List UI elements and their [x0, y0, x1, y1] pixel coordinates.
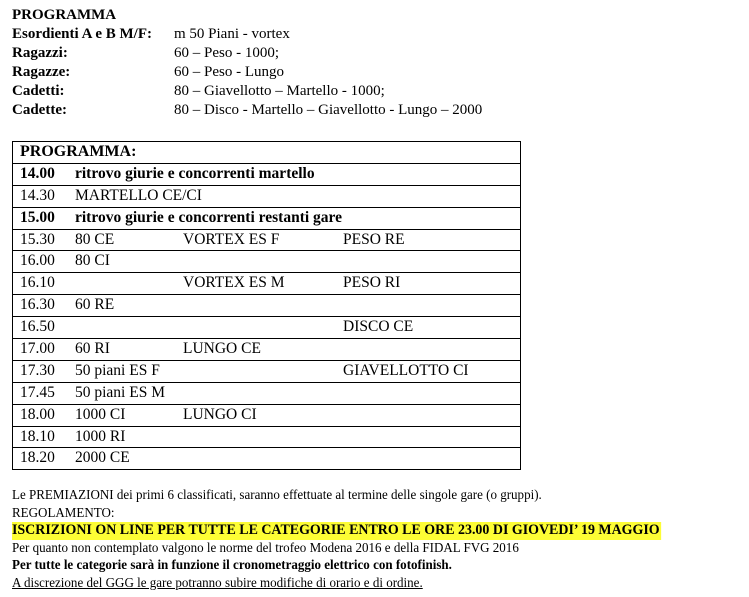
table-row — [13, 448, 521, 470]
regolamento-label: REGOLAMENTO: — [12, 505, 115, 521]
category-events: 80 – Disco - Martello – Giavellotto - Lungo – 2000 — [174, 102, 483, 118]
table-header: PROGRAMMA: — [13, 142, 521, 164]
table-row — [13, 360, 521, 382]
table-row — [13, 295, 521, 317]
category-label: Esordienti A e B M/F: — [12, 26, 152, 42]
category-events: 60 – Peso - 1000; — [174, 45, 279, 61]
event-b: VORTEX ES F — [183, 230, 280, 248]
table-row — [13, 163, 521, 185]
norme-note: Per quanto non contemplato valgono le norme del trofeo Modena 2016 e della FIDAL FVG 2016 — [12, 540, 519, 556]
table-row — [13, 317, 521, 339]
table-cell — [13, 404, 521, 426]
event-c: PESO RE — [343, 230, 405, 248]
table-cell — [13, 185, 521, 207]
table-row — [13, 273, 521, 295]
event-c: DISCO CE — [343, 318, 414, 336]
time: 17.45 — [20, 383, 55, 401]
categories-section — [12, 6, 482, 120]
category-row — [12, 44, 482, 63]
table-row — [13, 251, 521, 273]
table-cell — [13, 360, 521, 382]
event-a: 1000 CI — [75, 405, 126, 423]
iscrizioni-highlight: ISCRIZIONI ON LINE PER TUTTE LE CATEGORIE ENTRO LE ORE 23.00 DI GIOVEDI’ 19 MAGGIO — [12, 522, 660, 538]
time: 18.10 — [20, 427, 55, 445]
category-events: 80 – Giavellotto – Martello - 1000; — [174, 83, 385, 99]
table-row — [13, 207, 521, 229]
time: 14.00 — [20, 164, 55, 182]
table-cell — [13, 273, 521, 295]
event-a: ritrovo giurie e concorrenti restanti gare — [75, 208, 343, 226]
event-a: 80 CE — [75, 230, 115, 248]
category-label: Cadetti: — [12, 83, 65, 99]
discrezione-note: A discrezione del GGG le gare potranno subire modifiche di orario e di ordine. — [12, 575, 423, 591]
event-c: GIAVELLOTTO CI — [343, 361, 469, 379]
category-row — [12, 25, 482, 44]
table-cell — [13, 382, 521, 404]
table-row — [13, 339, 521, 361]
event-a: 1000 RI — [75, 427, 126, 445]
time: 18.20 — [20, 449, 55, 467]
category-label: Ragazzi: — [12, 45, 68, 61]
table-row — [13, 426, 521, 448]
time: 14.30 — [20, 186, 55, 204]
category-label: Cadette: — [12, 102, 67, 118]
event-c: PESO RI — [343, 274, 401, 292]
table-cell — [13, 251, 521, 273]
event-b: LUNGO CE — [183, 340, 261, 358]
event-a: 60 RE — [75, 296, 115, 314]
premiazioni-note: Le PREMIAZIONI dei primi 6 classificati, saranno effettuate al termine delle singole gare (o gruppi). — [12, 488, 542, 503]
event-a: 2000 CE — [75, 449, 130, 467]
time: 16.10 — [20, 274, 55, 292]
time: 16.00 — [20, 252, 55, 270]
table-cell — [13, 229, 521, 251]
time: 17.00 — [20, 340, 55, 358]
category-row — [12, 101, 482, 120]
table-cell — [13, 426, 521, 448]
schedule-table — [12, 141, 521, 470]
time: 15.30 — [20, 230, 55, 248]
time: 18.00 — [20, 405, 55, 423]
table-cell — [13, 448, 521, 470]
event-a: 50 piani ES M — [75, 383, 165, 401]
table-row — [13, 185, 521, 207]
table-cell — [13, 207, 521, 229]
event-a: ritrovo giurie e concorrenti martello — [75, 164, 315, 182]
time: 15.00 — [20, 208, 55, 226]
table-cell — [13, 295, 521, 317]
table-row — [13, 229, 521, 251]
category-label: Ragazze: — [12, 64, 71, 80]
heading: PROGRAMMA — [12, 7, 117, 23]
notes-section — [12, 487, 661, 592]
table-cell — [13, 163, 521, 185]
category-row — [12, 82, 482, 101]
event-a: 80 CI — [75, 252, 110, 270]
table-cell — [13, 317, 521, 339]
cronometraggio-note: Per tutte le categorie sarà in funzione il cronometraggio elettrico con fotofinish. — [12, 558, 452, 573]
event-b: VORTEX ES M — [183, 274, 285, 292]
event-a: 50 piani ES F — [75, 361, 160, 379]
table-cell — [13, 339, 521, 361]
time: 16.50 — [20, 318, 55, 336]
table-row — [13, 404, 521, 426]
time: 17.30 — [20, 361, 55, 379]
category-events: 60 – Peso - Lungo — [174, 64, 284, 80]
event-a: 60 RI — [75, 340, 110, 358]
event-a: MARTELLO CE/CI — [75, 186, 202, 204]
time: 16.30 — [20, 296, 55, 314]
table-header-row — [13, 142, 521, 164]
category-row — [12, 63, 482, 82]
event-b: LUNGO CI — [183, 405, 257, 423]
table-row — [13, 382, 521, 404]
category-events: m 50 Piani - vortex — [174, 26, 290, 42]
